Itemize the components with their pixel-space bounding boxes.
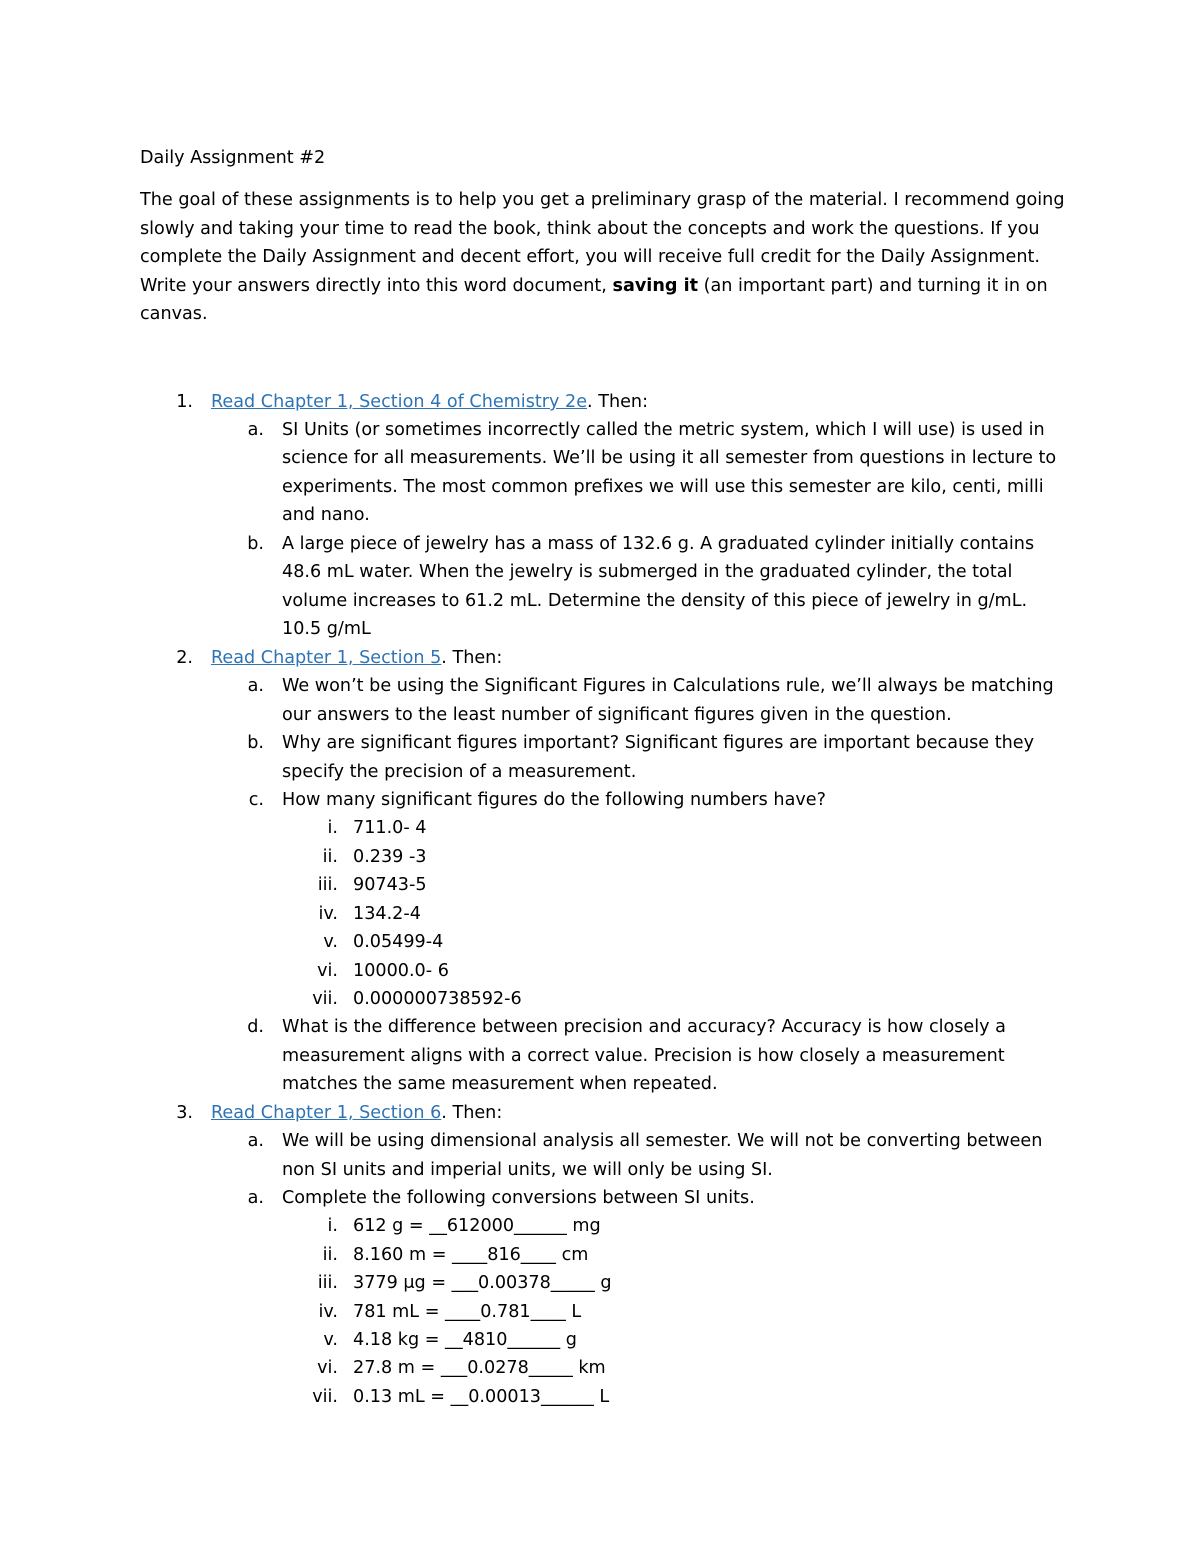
intro-text-end: (an important part) and turning it in on canvas.: [140, 275, 1048, 325]
q2c-marker: c.: [248, 790, 264, 810]
q2c-item-marker: ii.: [322, 847, 338, 867]
q2b-marker: b.: [247, 733, 264, 753]
q3-conversion-text: 4.18 kg = __4810______ g: [353, 1330, 577, 1350]
q2a-line: We won’t be using the Significant Figures in Calculations rule, we’ll always be matching: [282, 676, 1054, 696]
q2-chapter-link[interactable]: Read Chapter 1, Section 5: [211, 648, 442, 668]
q3-then-text: . Then:: [441, 1103, 503, 1123]
q2a-marker: a.: [247, 676, 264, 696]
q1b-marker: b.: [247, 534, 264, 554]
q3-conversion-text: 781 mL = ____0.781____ L: [353, 1302, 582, 1322]
q3a-marker: a.: [247, 1131, 264, 1151]
q2d-line: What is the difference between precision and accuracy? Accuracy is how closely a: [282, 1017, 1006, 1037]
q3-conversion-marker: v.: [323, 1330, 338, 1350]
q2c-item-marker: v.: [323, 932, 338, 952]
q2c-item-text: 0.000000738592-6: [353, 989, 522, 1009]
q2c-item-text: 0.05499-4: [353, 932, 444, 952]
q1b-line: 48.6 mL water. When the jewelry is submerged in the graduated cylinder, the total: [282, 562, 1013, 582]
q3-number: 3.: [176, 1103, 193, 1123]
intro-bold-text: saving it: [612, 275, 699, 296]
q2-then-text: . Then:: [441, 648, 503, 668]
q3-conversion-marker: i.: [327, 1216, 338, 1236]
q1a-line: and nano.: [282, 505, 370, 525]
q1-then-text: . Then:: [587, 392, 649, 412]
q2c-item-text: 90743-5: [353, 875, 427, 895]
q3a-line: We will be using dimensional analysis all semester. We will not be converting between: [282, 1131, 1043, 1151]
q3-heading: [211, 1099, 502, 1128]
q3-conversion-marker: ii.: [322, 1245, 338, 1265]
intro-text: The goal of these assignments is to help you get a preliminary grasp of the material. I recommend going slowly and taking your time to read the book, think about the concepts and work the questions. If you complete the Daily Assignment and decent effort, you will receive full credit for the Daily Assignment. Write your answers directly into this word document,: [140, 190, 1065, 296]
q3a2-marker: a.: [247, 1188, 264, 1208]
q3-conversion-text: 0.13 mL = __0.00013______ L: [353, 1387, 610, 1407]
q2c-item-marker: vii.: [312, 989, 338, 1009]
q3a-line: non SI units and imperial units, we will only be using SI.: [282, 1160, 773, 1180]
document-title: Daily Assignment #2: [140, 148, 326, 168]
q1a-line: SI Units (or sometimes incorrectly called the metric system, which I will use) is used in: [282, 420, 1045, 440]
q2d-line: measurement aligns with a correct value. Precision is how closely a measurement: [282, 1046, 1005, 1066]
q3-conversion-text: 8.160 m = ____816____ cm: [353, 1245, 589, 1265]
q2c-item-marker: vi.: [317, 961, 338, 981]
q2c-item-marker: iv.: [318, 904, 338, 924]
q2c-item-marker: iii.: [317, 875, 338, 895]
q3-conversion-marker: iv.: [318, 1302, 338, 1322]
q1a-line: science for all measurements. We’ll be using it all semester from questions in lecture to: [282, 448, 1057, 468]
q3-conversion-text: 612 g = __612000______ mg: [353, 1216, 601, 1236]
q3-conversion-text: 27.8 m = ___0.0278_____ km: [353, 1358, 606, 1378]
q1b-line: A large piece of jewelry has a mass of 132.6 g. A graduated cylinder initially contains: [282, 534, 1035, 554]
q1b-answer: 10.5 g/mL: [282, 619, 371, 639]
intro-paragraph: [140, 186, 1065, 329]
q3-conversion-marker: iii.: [317, 1273, 338, 1293]
q2c-item-text: 10000.0- 6: [353, 961, 449, 981]
q1b-line: volume increases to 61.2 mL. Determine the density of this piece of jewelry in g/mL.: [282, 591, 1028, 611]
q2d-marker: d.: [247, 1017, 264, 1037]
q2c-text: How many significant figures do the following numbers have?: [282, 790, 826, 810]
q1a-marker: a.: [247, 420, 264, 440]
q2-number: 2.: [176, 648, 193, 668]
q2c-item-text: 134.2-4: [353, 904, 421, 924]
q3-chapter-link[interactable]: Read Chapter 1, Section 6: [211, 1103, 442, 1123]
q3a2-text: Complete the following conversions between SI units.: [282, 1188, 755, 1208]
q2-heading: [211, 644, 502, 673]
q3-conversion-marker: vi.: [317, 1358, 338, 1378]
q2c-item-marker: i.: [327, 818, 338, 838]
q2b-line: Why are significant figures important? Significant figures are important because they: [282, 733, 1035, 753]
q2c-item-text: 0.239 -3: [353, 847, 427, 867]
q2c-item-text: 711.0- 4: [353, 818, 427, 838]
q3-conversion-marker: vii.: [312, 1387, 338, 1407]
q1a-line: experiments. The most common prefixes we will use this semester are kilo, centi, milli: [282, 477, 1044, 497]
q2a-line: our answers to the least number of significant figures given in the question.: [282, 705, 952, 725]
q2d-line: matches the same measurement when repeated.: [282, 1074, 718, 1094]
q1-number: 1.: [176, 392, 193, 412]
q1-chapter-link[interactable]: Read Chapter 1, Section 4 of Chemistry 2e: [211, 392, 588, 412]
q2b-line: specify the precision of a measurement.: [282, 762, 637, 782]
q3-conversion-text: 3779 μg = ___0.00378_____ g: [353, 1273, 612, 1293]
q1-heading: [211, 388, 648, 417]
